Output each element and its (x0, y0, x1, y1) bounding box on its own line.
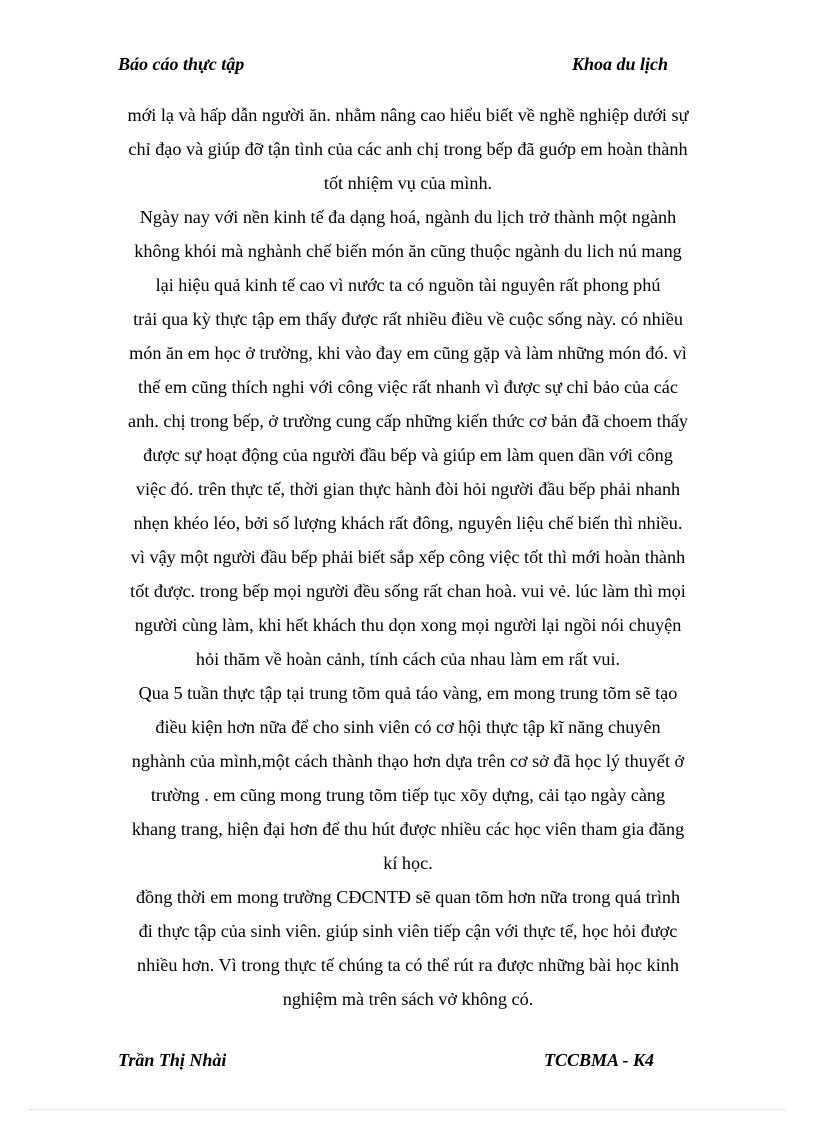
header-department: Khoa du lịch (571, 53, 668, 74)
text-line: món ăn em học ở trường, khi vào đay em cũng gặp và làm những món đó. vì (129, 343, 687, 363)
text-line: kí học. (383, 853, 433, 873)
text-line: đồng thời em mong trường CĐCNTĐ sẽ quan tõm hơn nữa trong quá trình (135, 887, 681, 907)
text-line: nhiều hơn. Vì trong thực tế chúng ta có thể rút ra được những bài học kinh (137, 955, 679, 975)
text-line: trải qua kỳ thực tập em thấy được rất nhiều điều về cuộc sống này. có nhiều (133, 309, 683, 329)
text-line: hỏi thăm về hoàn cảnh, tính cách của nhau làm em rất vui. (195, 649, 621, 669)
text-line: anh. chị trong bếp, ở trường cung cấp những kiến thức cơ bản đã choem thấy (128, 411, 688, 431)
text-line: được sự hoạt động của người đầu bếp và giúp em làm quen dần với công (143, 445, 673, 465)
text-line: tốt nhiệm vụ của mình. (323, 173, 493, 193)
text-line: vì vậy một người đầu bếp phải biết sắp xếp công việc tốt thì mới hoàn thành (130, 547, 686, 567)
text-line: tốt được. trong bếp mọi người đều sống rất chan hoà. vui vẻ. lúc làm thì mọi (130, 581, 686, 601)
page-footer (118, 1047, 656, 1073)
text-line: nghiệm mà trên sách vở không có. (282, 989, 534, 1009)
text-line: đi thực tập của sinh viên. giúp sinh viên tiếp cận với thực tế, học hỏi được (138, 921, 678, 941)
text-line: thế em cũng thích nghi với công việc rất nhanh vì được sự chỉ bảo của các (138, 377, 678, 397)
text-line: nhẹn khéo léo, bởi số lượng khách rất đông, nguyên liệu chế biến thì nhiều. (133, 513, 683, 533)
text-line: không khói mà nghành chế biến món ăn cũng thuộc ngành du lich nú mang (134, 241, 682, 261)
text-line: nghành của mình,một cách thành thạo hơn dựa trên cơ sở đã học lý thuyết ở (131, 751, 685, 771)
text-line: khang trang, hiện đại hơn để thu hút được nhiều các học viên tham gia đăng (131, 819, 685, 839)
text-line: chỉ đạo và giúp đỡ tận tình của các anh chị trong bếp đã guớp em hoàn thành (128, 139, 688, 159)
footer-author: Trần Thị Nhài (118, 1049, 227, 1070)
text-line: Ngày nay với nền kinh tế đa dạng hoá, ngành du lịch trở thành một ngành (139, 207, 677, 227)
footer-class-code: TCCBMA - K4 (543, 1049, 654, 1070)
text-line: trường . em cũng mong trung tõm tiếp tục xõy dựng, cải tạo ngày càng (150, 785, 666, 805)
text-line: Qua 5 tuần thực tập tại trung tõm quả táo vàng, em mong trung tõm sẽ tạo (138, 683, 678, 703)
text-line: mới lạ và hấp dẫn người ăn. nhằm nâng cao hiểu biết về nghề nghiệp dưới sự (127, 105, 689, 125)
page-bottom-divider (30, 1109, 786, 1110)
text-line: người cùng làm, khi hết khách thu dọn xong mọi người lại ngồi nói chuyện (134, 615, 682, 635)
text-line: lại hiệu quả kinh tế cao vì nước ta có nguồn tài nguyên rất phong phú (155, 275, 661, 295)
page-header (118, 51, 668, 77)
text-line: điều kiện hơn nữa để cho sinh viên có cơ hội thực tập kĩ năng chuyên (155, 717, 661, 737)
header-report-title: Báo cáo thực tập (118, 53, 245, 74)
text-line: việc đó. trên thực tế, thời gian thực hành đòi hỏi người đầu bếp phải nhanh (135, 479, 681, 499)
